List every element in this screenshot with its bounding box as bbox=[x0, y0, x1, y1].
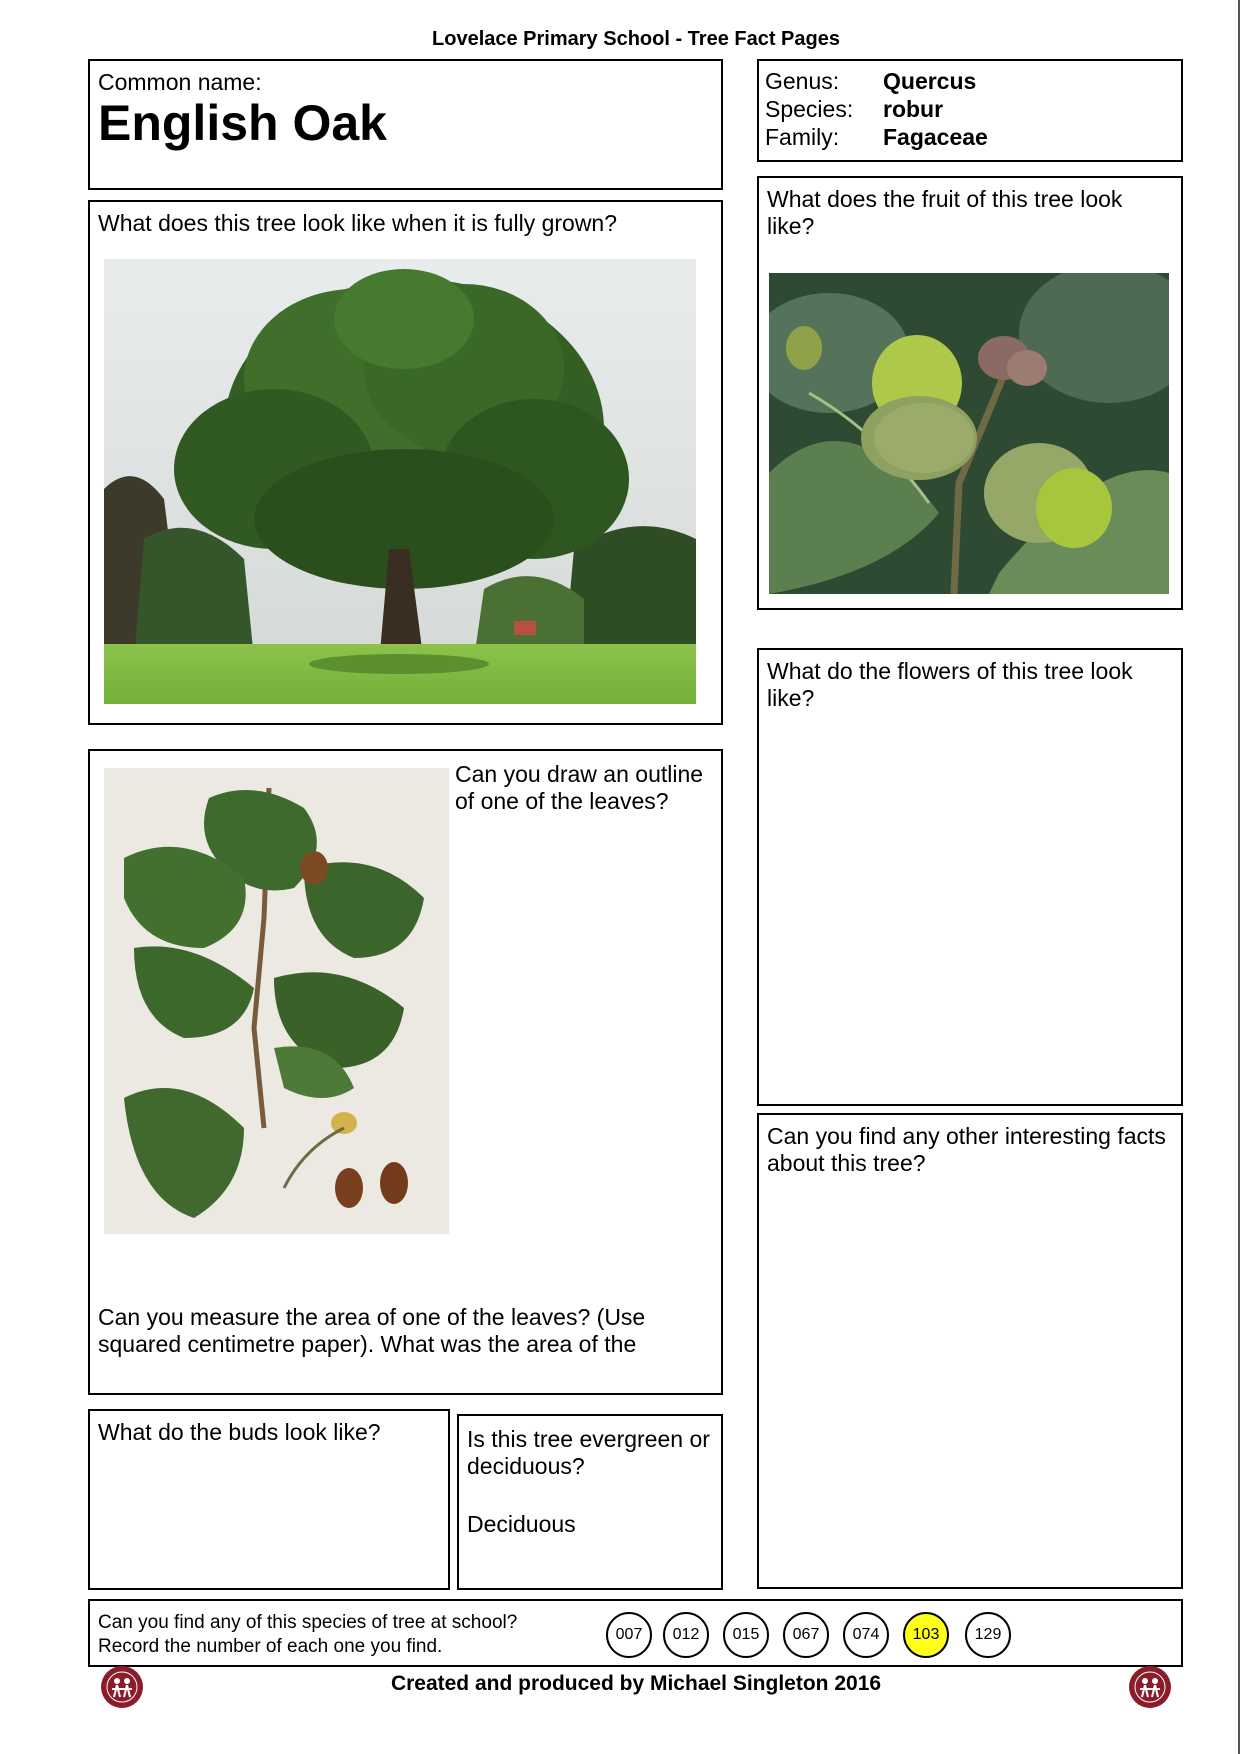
facts-question: Can you find any other interesting facts about this tree? bbox=[767, 1123, 1166, 1176]
species-label: Species: bbox=[765, 96, 854, 122]
measure-leaf-question: Can you measure the area of one of the leaves? (Use squared centimetre paper). What was the area of the bbox=[98, 1304, 646, 1357]
school-tree-box bbox=[88, 1599, 1183, 1667]
tree-number-circle: 067 bbox=[783, 1612, 829, 1658]
school-tree-prompt bbox=[98, 1611, 618, 1659]
acorn-photo bbox=[769, 273, 1169, 594]
draw-leaf-question: Can you draw an outline of one of the leaves? bbox=[455, 761, 704, 814]
buds-question: What do the buds look like? bbox=[98, 1419, 381, 1445]
school-tree-line2: Record the number of each one you find. bbox=[98, 1636, 443, 1657]
species-value: robur bbox=[883, 96, 944, 122]
leaves-box bbox=[88, 749, 723, 1395]
oak-leaf-photo bbox=[104, 768, 449, 1234]
common-name-value: English Oak bbox=[98, 95, 387, 151]
flowers-question: What do the flowers of this tree look like? bbox=[767, 658, 1133, 711]
species-row bbox=[765, 95, 1175, 123]
fruit-box bbox=[757, 176, 1183, 610]
family-label: Family: bbox=[765, 124, 840, 150]
flowers-box bbox=[757, 648, 1183, 1106]
genus-value: Quercus bbox=[883, 68, 977, 94]
tree-number-circle: 015 bbox=[723, 1612, 769, 1658]
oak-tree-photo bbox=[104, 259, 696, 704]
footer-credit: Created and produced by Michael Singleton 2016 bbox=[390, 1672, 882, 1695]
tree-number-circle: 074 bbox=[843, 1612, 889, 1658]
common-name-label: Common name: bbox=[98, 69, 262, 95]
genus-row bbox=[765, 67, 1175, 95]
common-name-box bbox=[88, 59, 723, 190]
tree-number-circle: 007 bbox=[606, 1612, 652, 1658]
fruit-question: What does the fruit of this tree look like? bbox=[767, 186, 1123, 239]
genus-label: Genus: bbox=[765, 68, 840, 94]
evergreen-question: Is this tree evergreen or deciduous? bbox=[467, 1426, 710, 1479]
buds-box bbox=[88, 1409, 450, 1590]
tree-number-circle-highlighted: 103 bbox=[903, 1612, 949, 1658]
tree-number-circle: 012 bbox=[663, 1612, 709, 1658]
evergreen-answer: Deciduous bbox=[467, 1511, 576, 1537]
evergreen-box bbox=[457, 1414, 723, 1590]
page-header: Lovelace Primary School - Tree Fact Pages bbox=[432, 28, 840, 50]
tree-number-circle: 129 bbox=[965, 1612, 1011, 1658]
classification-box bbox=[757, 59, 1183, 162]
school-tree-line1: Can you find any of this species of tree at school? bbox=[98, 1612, 518, 1633]
school-logo-right-icon bbox=[1128, 1665, 1172, 1709]
family-row bbox=[765, 123, 1175, 151]
fully-grown-box bbox=[88, 200, 723, 725]
fully-grown-question: What does this tree look like when it is fully grown? bbox=[98, 210, 618, 236]
family-value: Fagaceae bbox=[883, 124, 988, 150]
facts-box bbox=[757, 1113, 1183, 1589]
